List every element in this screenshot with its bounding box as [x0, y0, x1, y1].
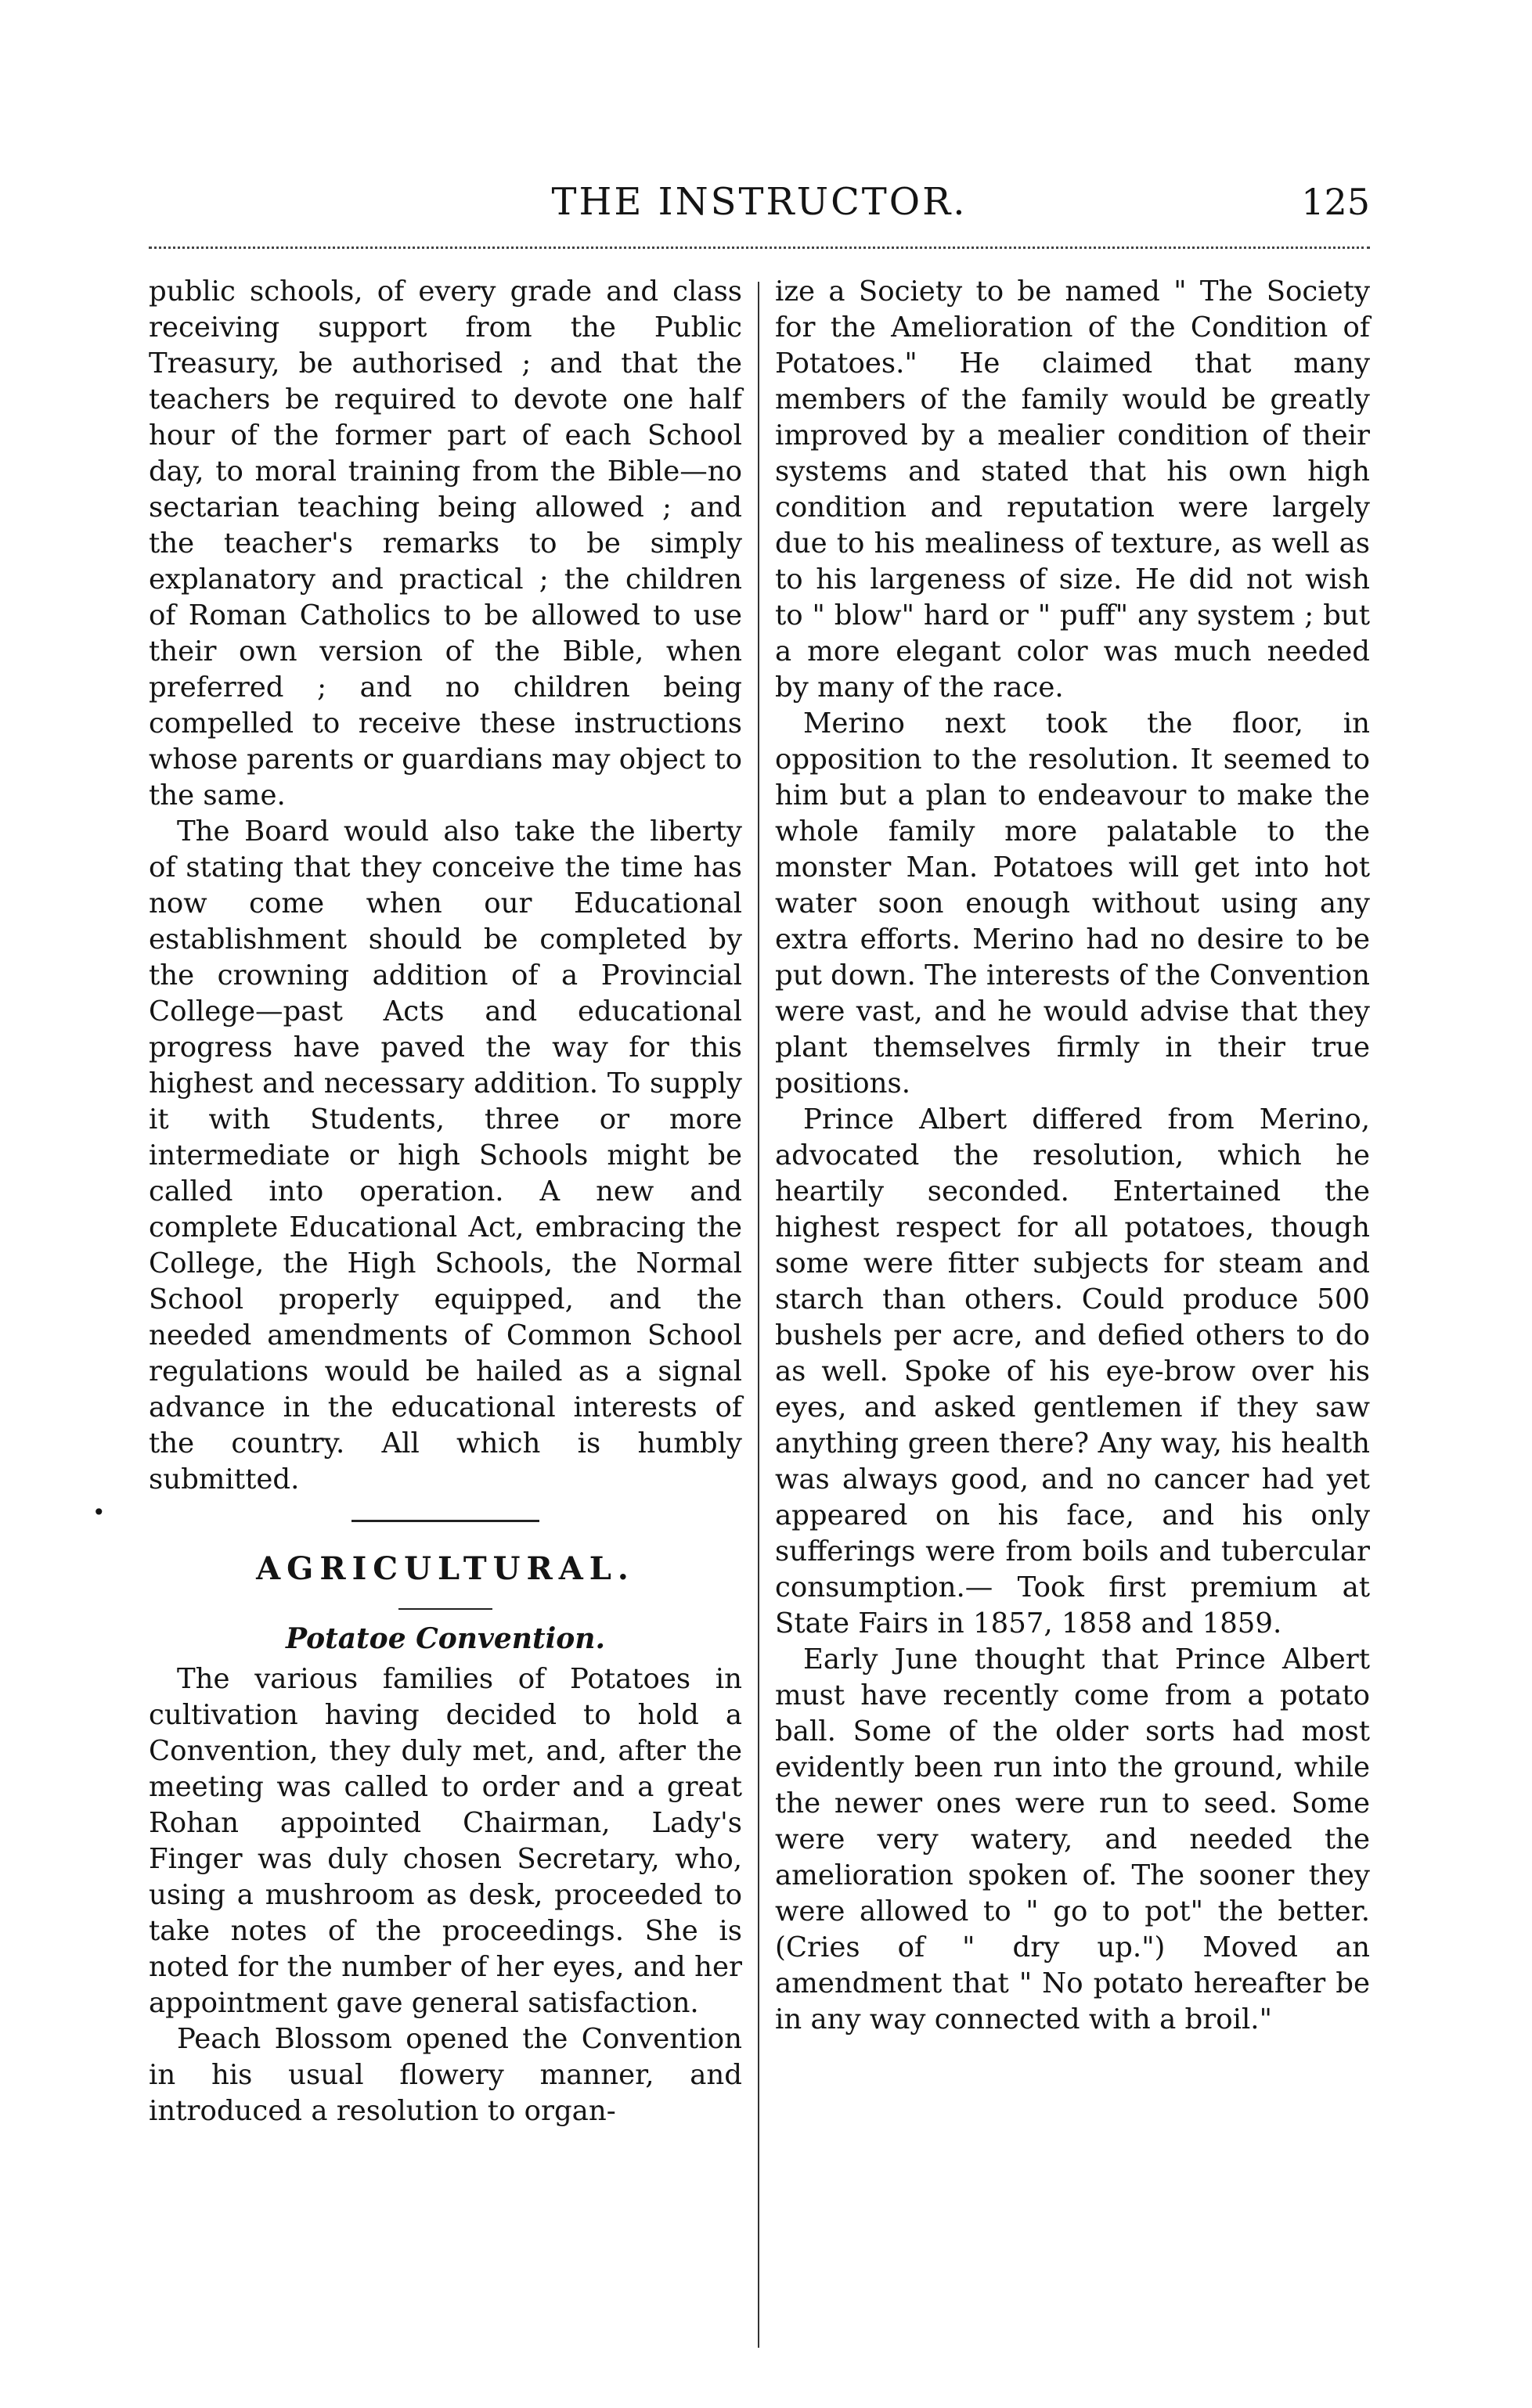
- paragraph: ize a Society to be named " The Society for the Amelioration of the Condition of Potatoes." He claimed that many members of the family would be greatly improved by a mealier condition of their systems and stated that his own high condition and reputation were largely due to his mealiness of texture, as well as to his largeness of size. He did not wish to " blow" hard or " puff" any system ; but a more elegant color was much needed by many of the race.: [775, 275, 1370, 704]
- page-header: [149, 178, 1370, 233]
- section-divider: [351, 1520, 539, 1522]
- running-title: THE INSTRUCTOR.: [551, 180, 968, 224]
- section-heading: AGRICULTURAL.: [256, 1550, 635, 1587]
- paragraph: The Board would also take the liberty of stating that they conceive the time has now come when our Educational establishment should be completed by the crowning addition of a Provincial College—past Acts and educational progress have paved the way for this highest and necessary addition. To supply it with Students, three or more intermediate or high Schools might be called into operation. A new and complete Educational Act, embracing the College, the High Schools, the Normal School properly equipped, and the needed amendments of Common School regulations would be hailed as a signal advance in the educational interests of the country. All which is humbly submitted.: [149, 815, 742, 1496]
- paragraph: Merino next took the floor, in opposition to the resolution. It seemed to him but a plan to endeavour to make the whole family more palatable to the monster Man. Potatoes will get into hot water soon enough without using any extra efforts. Merino had no desire to be put down. The interests of the Convention were vast, and he would advise that they plant themselves firmly in their true positions.: [775, 707, 1370, 1100]
- heading-divider: [398, 1608, 492, 1610]
- right-column: [775, 274, 1370, 2038]
- paragraph: The various families of Potatoes in cultivation having decided to hold a Convention, they duly met, and, after the meeting was called to order and a great Rohan appointed Chairman, Lady's Finger was duly chosen Secretary, who, using a mushroom as desk, proceeded to take notes of the proceedings. She is noted for the number of her eyes, and her appointment gave general satisfaction.: [149, 1663, 742, 2019]
- paragraph: Peach Blossom opened the Convention in his usual flowery manner, and introduced a resolution to organ-: [149, 2023, 742, 2127]
- paragraph: Prince Albert differed from Merino, advocated the resolution, which he heartily seconded. Entertained the highest respect for all potatoes, though some were fitter subjects for steam and starch than others. Could produce 500 bushels per acre, and defied others to do as well. Spoke of his eye-brow over his eyes, and asked gentlemen if they saw anything green there? Any way, his health was always good, and no cancer had yet appeared on his face, and his only sufferings were from boils and tubercular consumption.— Took first premium at State Fairs in 1857, 1858 and 1859.: [775, 1103, 1370, 1640]
- left-column: [149, 274, 742, 2129]
- column-divider: [758, 282, 759, 2348]
- header-rule: [149, 247, 1370, 249]
- paragraph: Early June thought that Prince Albert must have recently come from a potato ball. Some of the older sorts had most evidently been run into the ground, while the newer ones were run to seed. Some were very watery, and needed the amelioration spoken of. The sooner they were allowed to " go to pot" the better. (Cries of " dry up.") Moved an amendment that " No potato hereafter be in any way connected with a broil.": [775, 1643, 1370, 2035]
- margin-mark: •: [92, 1499, 106, 1525]
- article-title: Potatoe Convention.: [285, 1622, 605, 1655]
- paragraph: public schools, of every grade and class receiving support from the Public Treasury, be authorised ; and that the teachers be required to devote one half hour of the former part of each School day, to moral training from the Bible—no sectarian teaching being allowed ; and the teacher's remarks to be simply explanatory and practical ; the children of Roman Catholics to be allowed to use their own version of the Bible, when preferred ; and no children being compelled to receive these instructions whose parents or guardians may object to the same.: [149, 275, 742, 812]
- page-number: 125: [1301, 181, 1370, 223]
